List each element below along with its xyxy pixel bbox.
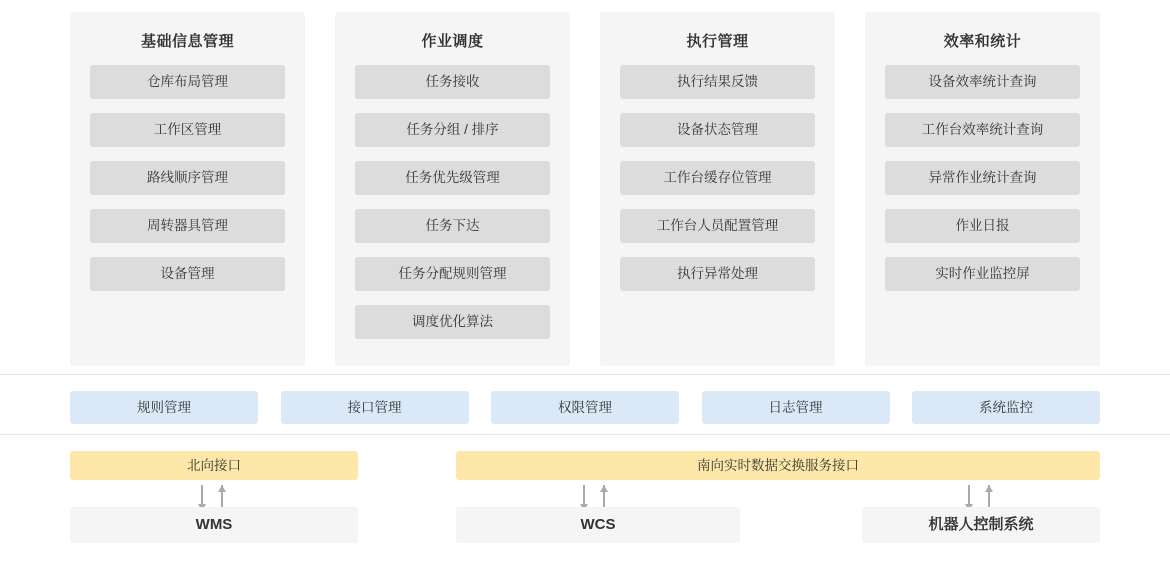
module-cell[interactable]: 路线顺序管理 <box>90 161 285 195</box>
platform-item-permission-management[interactable]: 权限管理 <box>491 391 679 424</box>
platform-item-log-management[interactable]: 日志管理 <box>702 391 890 424</box>
module-cell[interactable]: 异常作业统计查询 <box>885 161 1080 195</box>
module-cell[interactable]: 调度优化算法 <box>355 305 550 339</box>
module-cell[interactable]: 作业日报 <box>885 209 1080 243</box>
functional-columns <box>70 12 1100 366</box>
module-cell[interactable]: 执行结果反馈 <box>620 65 815 99</box>
module-cell[interactable]: 任务分配规则管理 <box>355 257 550 291</box>
module-cell[interactable]: 周转器具管理 <box>90 209 285 243</box>
module-cell[interactable]: 任务下达 <box>355 209 550 243</box>
module-cell[interactable]: 工作台人员配置管理 <box>620 209 815 243</box>
platform-item-interface-management[interactable]: 接口管理 <box>281 391 469 424</box>
column-title: 执行管理 <box>686 33 749 50</box>
column-efficiency-statistics <box>865 12 1100 366</box>
section-divider-bottom <box>0 434 1170 435</box>
module-cell[interactable]: 执行异常处理 <box>620 257 815 291</box>
column-title: 作业调度 <box>421 33 484 50</box>
section-divider-top <box>0 374 1170 375</box>
system-box-wcs[interactable]: WCS <box>456 507 740 543</box>
system-box-robot-control[interactable]: 机器人控制系统 <box>862 507 1100 543</box>
module-cell[interactable]: 任务分组 / 排序 <box>355 113 550 147</box>
column-title: 基础信息管理 <box>140 33 234 50</box>
module-cell[interactable]: 工作台缓存位管理 <box>620 161 815 195</box>
platform-item-rule-management[interactable]: 规则管理 <box>70 391 258 424</box>
column-basic-info <box>70 12 305 366</box>
module-cell[interactable]: 设备状态管理 <box>620 113 815 147</box>
module-cell[interactable]: 任务优先级管理 <box>355 161 550 195</box>
module-cell[interactable]: 设备管理 <box>90 257 285 291</box>
system-box-wms[interactable]: WMS <box>70 507 358 543</box>
module-cell[interactable]: 工作台效率统计查询 <box>885 113 1080 147</box>
module-cell[interactable]: 工作区管理 <box>90 113 285 147</box>
platform-services-row <box>70 391 1100 424</box>
northbound-interface-bar[interactable]: 北向接口 <box>70 451 358 480</box>
platform-item-system-monitoring[interactable]: 系统监控 <box>912 391 1100 424</box>
column-job-scheduling <box>335 12 570 366</box>
column-execution-management <box>600 12 835 366</box>
module-cell[interactable]: 实时作业监控屏 <box>885 257 1080 291</box>
module-cell[interactable]: 任务接收 <box>355 65 550 99</box>
southbound-interface-bar[interactable]: 南向实时数据交换服务接口 <box>456 451 1100 480</box>
module-cell[interactable]: 仓库布局管理 <box>90 65 285 99</box>
module-cell[interactable]: 设备效率统计查询 <box>885 65 1080 99</box>
column-title: 效率和统计 <box>943 33 1022 50</box>
